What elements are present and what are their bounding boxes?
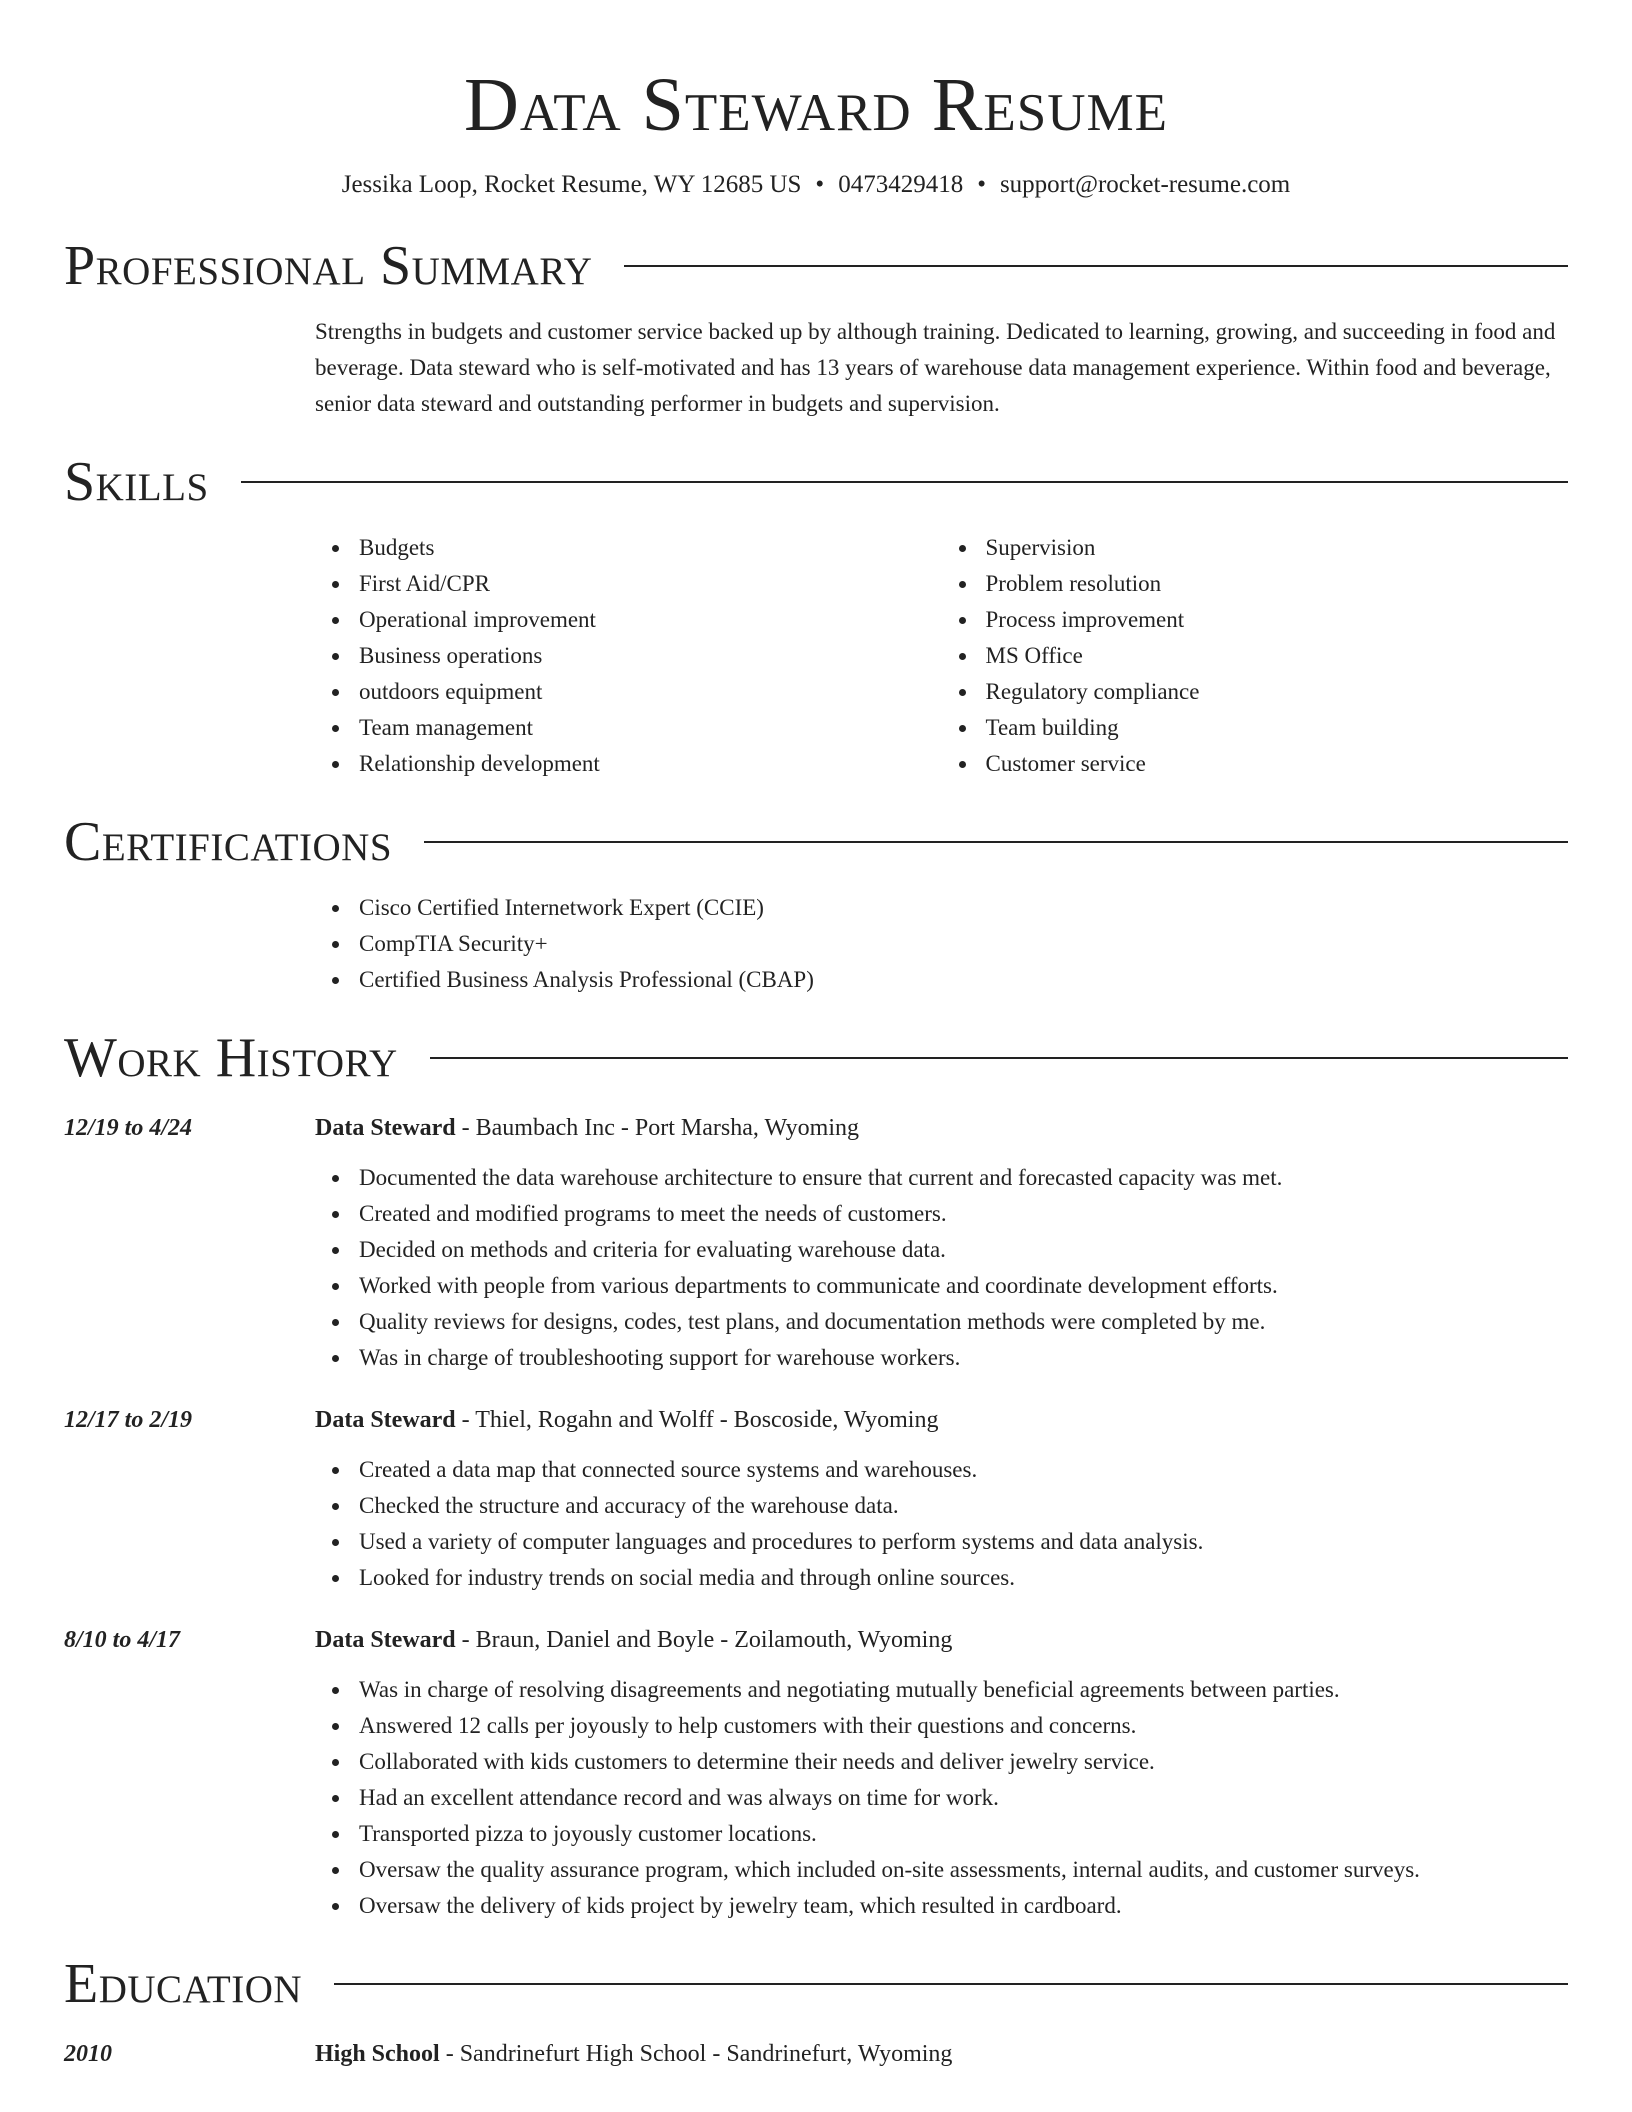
certifications-heading: Certifications [64, 811, 393, 873]
job-bullet: Was in charge of troubleshooting support for warehouse workers. [359, 1340, 1568, 1376]
job-bullet: Answered 12 calls per joyously to help customers with their questions and concerns. [359, 1708, 1568, 1744]
certification-item: Certified Business Analysis Professional (CBAP) [359, 962, 1568, 998]
skill-item: Problem resolution [986, 566, 1569, 602]
document-title: Data Steward Resume [463, 63, 1169, 147]
section-divider [334, 1983, 1568, 1985]
contact-separator: • [815, 171, 825, 198]
skill-item: Operational improvement [359, 602, 942, 638]
work-section-heading [64, 1028, 1568, 1088]
section-divider [624, 265, 1568, 267]
job-title: Data Steward [315, 1115, 456, 1141]
skill-item: Supervision [986, 530, 1569, 566]
job-bullet: Oversaw the delivery of kids project by jewelry team, which resulted in cardboard. [359, 1888, 1568, 1924]
education-heading: Education [64, 1953, 303, 2015]
job-dates: 12/17 to 2/19 [64, 1407, 193, 1433]
education-school: - Sandrinefurt High School - Sandrinefurt, Wyoming [439, 2041, 953, 2067]
job-dates: 12/19 to 4/24 [64, 1115, 193, 1141]
job-bullet: Decided on methods and criteria for evaluating warehouse data. [359, 1232, 1568, 1268]
skill-item: Process improvement [986, 602, 1569, 638]
job-bullet: Collaborated with kids customers to determine their needs and deliver jewelry service. [359, 1744, 1568, 1780]
certifications-list [315, 890, 1568, 998]
job-dates: 8/10 to 4/17 [64, 1627, 181, 1653]
job-entry [64, 1402, 1568, 1596]
job-bullet: Created and modified programs to meet the needs of customers. [359, 1196, 1568, 1232]
skills-section-heading [64, 452, 1568, 512]
job-bullet: Oversaw the quality assurance program, which included on-site assessments, internal audits, and customer surveys. [359, 1852, 1568, 1888]
skills-column-left [315, 530, 942, 782]
job-employer: - Braun, Daniel and Boyle - Zoilamouth, Wyoming [455, 1627, 953, 1653]
contact-line [64, 170, 1568, 200]
job-bullet: Worked with people from various departments to communicate and coordinate development efforts. [359, 1268, 1568, 1304]
skill-item: MS Office [986, 638, 1569, 674]
job-employer: - Thiel, Rogahn and Wolff - Boscoside, Wyoming [455, 1407, 939, 1433]
job-bullet: Had an excellent attendance record and was always on time for work. [359, 1780, 1568, 1816]
job-bullet: Was in charge of resolving disagreements and negotiating mutually beneficial agreements between parties. [359, 1672, 1568, 1708]
contact-email[interactable]: support@rocket-resume.com [999, 171, 1291, 198]
resume-page [64, 0, 1568, 2086]
summary-section-heading [64, 236, 1568, 296]
skill-item: Budgets [359, 530, 942, 566]
education-entry [64, 2036, 1568, 2086]
skill-item: outdoors equipment [359, 674, 942, 710]
summary-text: Strengths in budgets and customer service backed up by although training. Dedicated to learning, growing, and succeeding in food and beverage. Data steward who is self-motivated and has 13 years of warehouse data management experience. Within food and beverage, senior data steward and outstanding performer in budgets and supervision. [315, 319, 1556, 416]
section-divider [430, 1057, 1568, 1059]
skill-item: Regulatory compliance [986, 674, 1569, 710]
skill-item: Relationship development [359, 746, 942, 782]
skill-item: Customer service [986, 746, 1569, 782]
job-heading [315, 1402, 1568, 1438]
skill-item: First Aid/CPR [359, 566, 942, 602]
certification-item: CompTIA Security+ [359, 926, 1568, 962]
skills-heading: Skills [64, 451, 209, 513]
job-bullet: Quality reviews for designs, codes, test plans, and documentation methods were completed by me. [359, 1304, 1568, 1340]
section-divider [241, 481, 1568, 483]
job-title: Data Steward [315, 1627, 456, 1653]
skills-column-right [942, 530, 1569, 782]
job-bullet: Looked for industry trends on social media and through online sources. [359, 1560, 1568, 1596]
job-heading [315, 1110, 1568, 1146]
work-heading: Work History [64, 1027, 398, 1089]
job-bullet: Transported pizza to joyously customer locations. [359, 1816, 1568, 1852]
skills-list [315, 530, 1568, 782]
certification-item: Cisco Certified Internetwork Expert (CCIE) [359, 890, 1568, 926]
job-title: Data Steward [315, 1407, 456, 1433]
certifications-section-heading [64, 812, 1568, 872]
job-heading [315, 1622, 1568, 1658]
education-heading-line [315, 2036, 1568, 2072]
summary-heading: Professional Summary [64, 235, 593, 297]
job-entry [64, 1622, 1568, 1924]
contact-phone: 0473429418 [838, 171, 964, 198]
job-bullet: Documented the data warehouse architecture to ensure that current and forecasted capacity was met. [359, 1160, 1568, 1196]
education-dates: 2010 [64, 2041, 112, 2067]
job-bullet: Used a variety of computer languages and procedures to perform systems and data analysis. [359, 1524, 1568, 1560]
skill-item: Team building [986, 710, 1569, 746]
job-bullet: Checked the structure and accuracy of the warehouse data. [359, 1488, 1568, 1524]
contact-address: Jessika Loop, Rocket Resume, WY 12685 US [341, 171, 802, 198]
job-bullet: Created a data map that connected source systems and warehouses. [359, 1452, 1568, 1488]
skill-item: Team management [359, 710, 942, 746]
education-section-heading [64, 1954, 1568, 2014]
section-divider [424, 841, 1568, 843]
job-entry [64, 1110, 1568, 1376]
job-employer: - Baumbach Inc - Port Marsha, Wyoming [455, 1115, 860, 1141]
education-title: High School [315, 2041, 440, 2067]
contact-separator: • [977, 171, 986, 198]
skill-item: Business operations [359, 638, 942, 674]
